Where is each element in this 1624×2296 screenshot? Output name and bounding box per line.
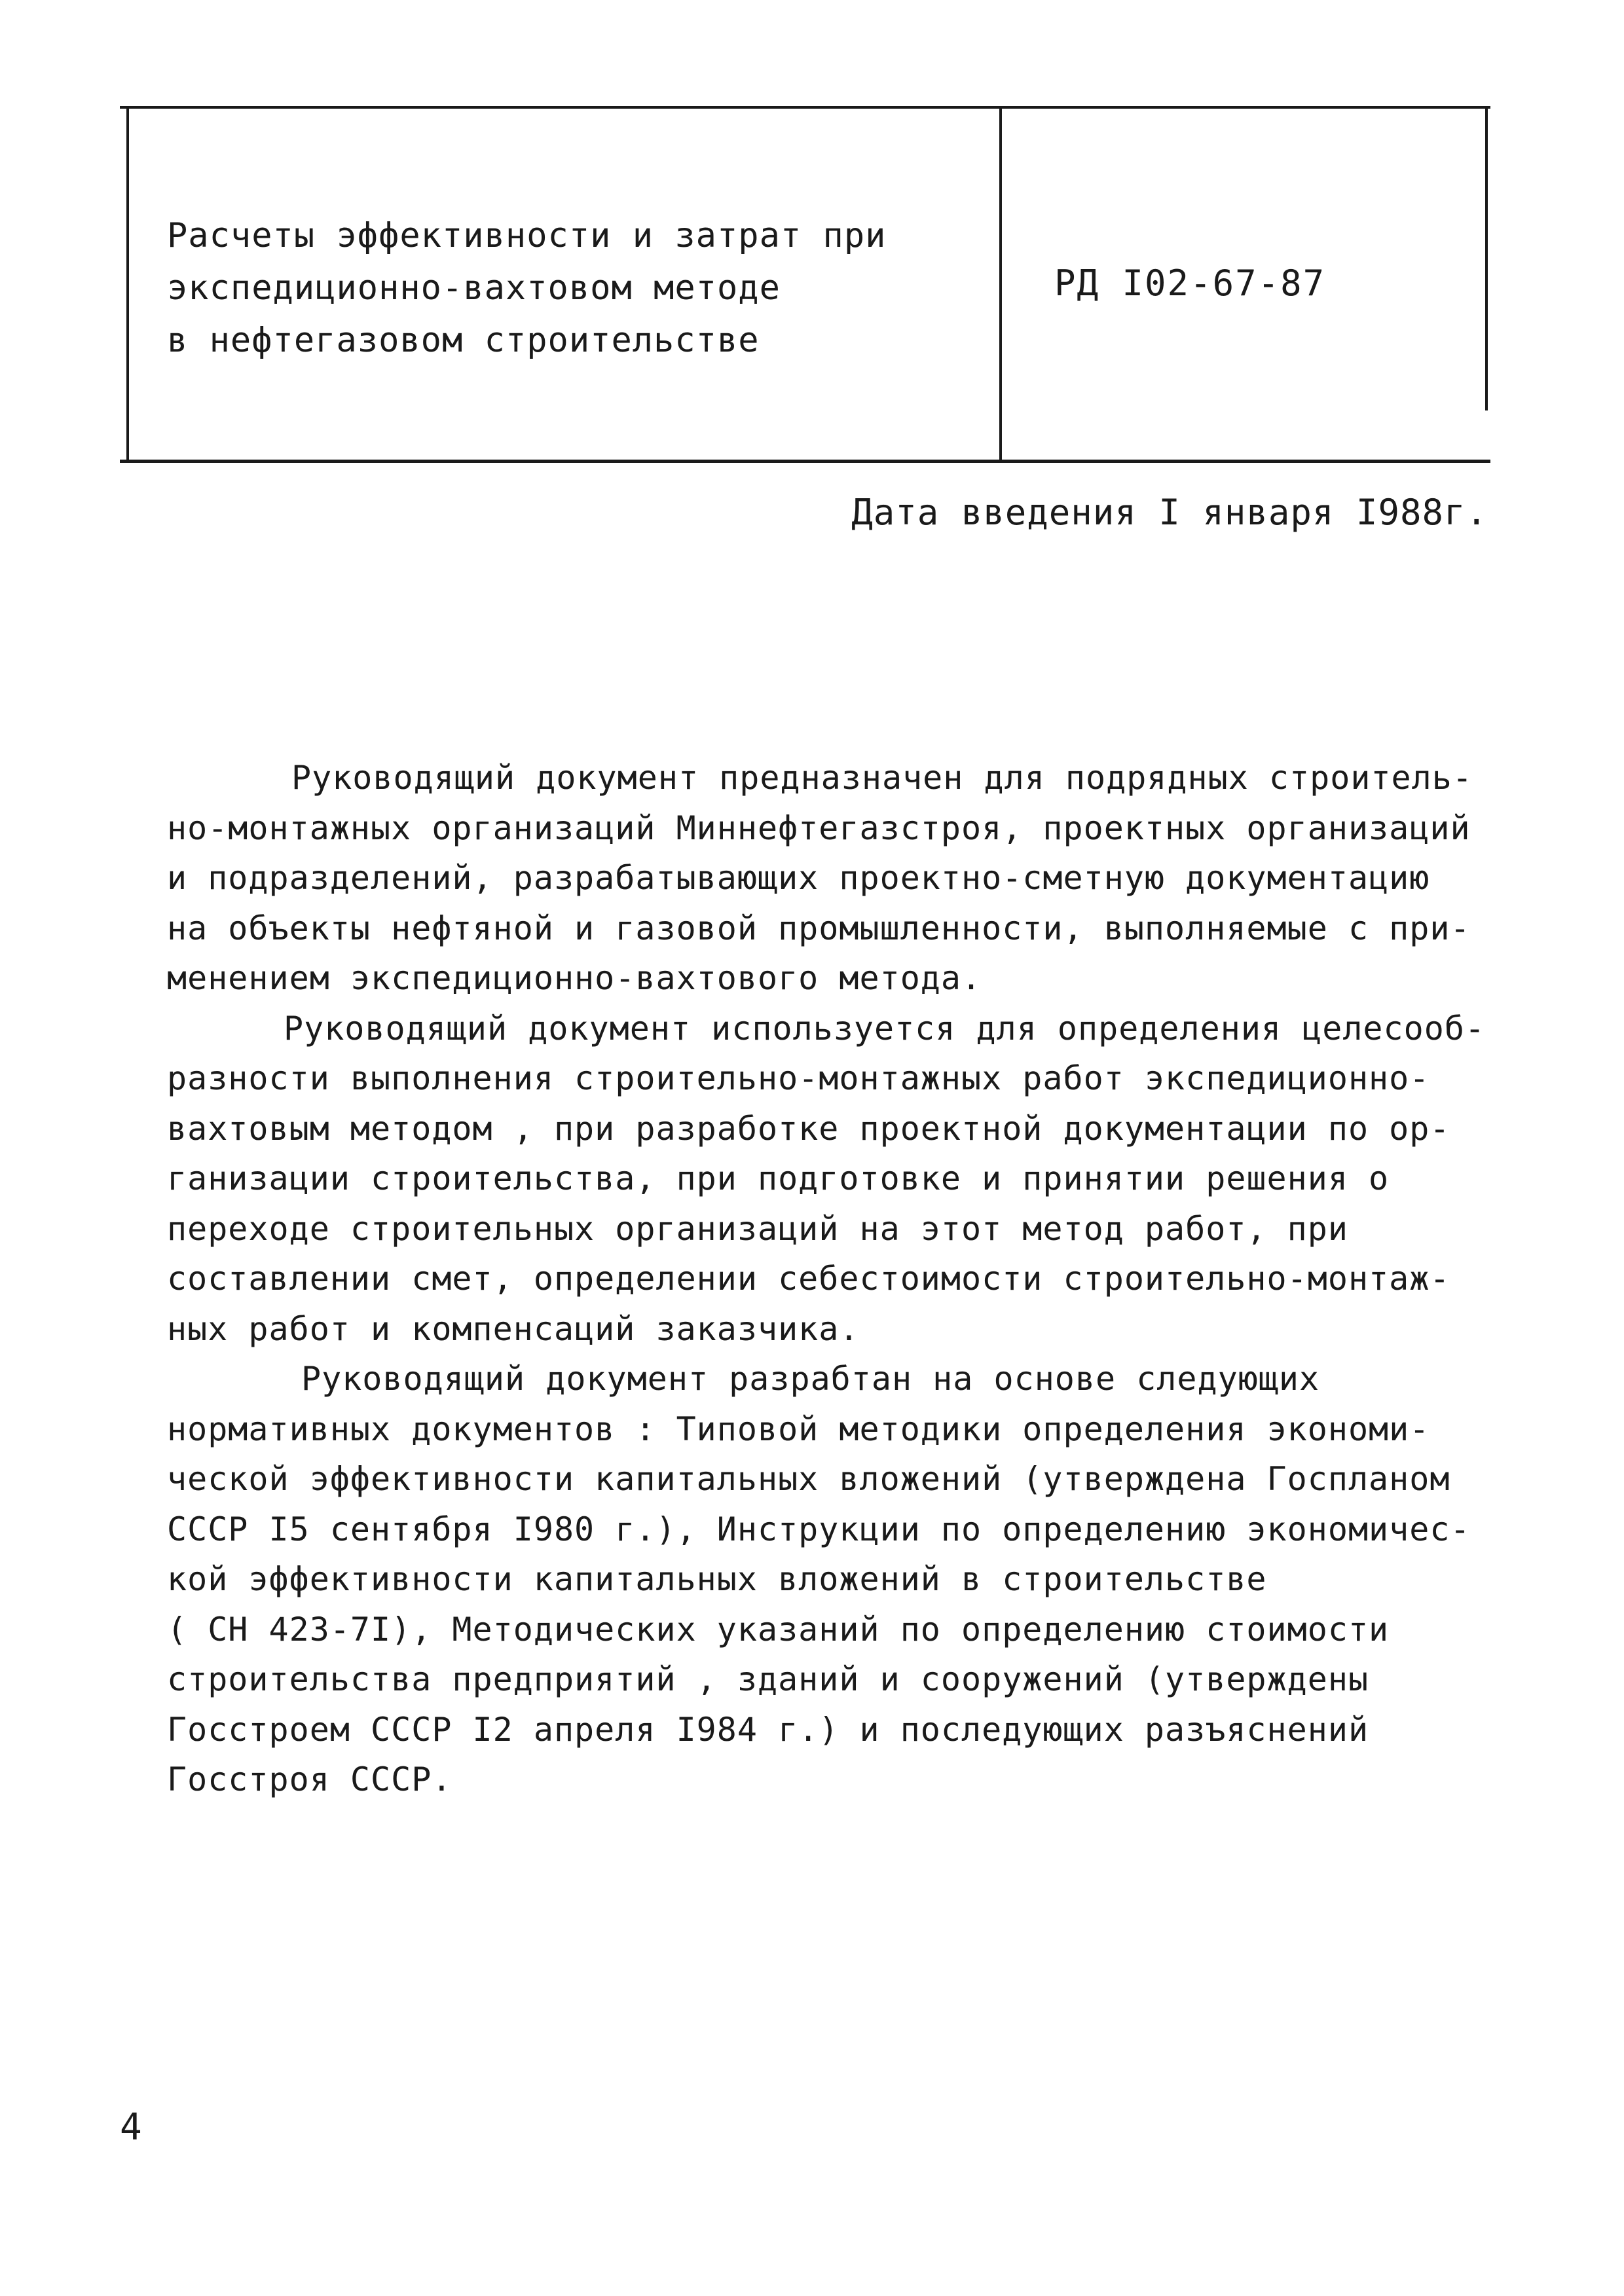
title-line-1: Расчеты эффективности и затрат при [167, 216, 887, 255]
document-code: РД I02-67-87 [1054, 263, 1326, 304]
frame-right-border [1485, 109, 1488, 410]
body-line: нормативных документов : Типовой методики определения экономи- [167, 1410, 1430, 1448]
body-line: на объекты нефтяной и газовой промышленности, выполняемые с при- [167, 909, 1471, 947]
body-line: ческой эффективности капитальных вложений (утверждена Госпланом [167, 1460, 1450, 1498]
body-line: СССР I5 сентября I980 г.), Инструкции по определению экономичес- [167, 1510, 1471, 1548]
title-line-3: в нефтегазовом строительстве [167, 321, 760, 360]
frame-divider [999, 109, 1002, 460]
body-line: переходе строительных организаций на этот метод работ, при [167, 1209, 1348, 1248]
title-line-2: экспедиционно-вахтовом методе [167, 268, 781, 308]
frame-left-border [126, 109, 129, 460]
body-line: Госстроя СССР. [167, 1760, 452, 1798]
body-line: разности выполнения строительно-монтажных работ экспедиционно- [167, 1059, 1430, 1097]
body-line: строительства предприятий , зданий и сооружений (утверждены [167, 1660, 1369, 1698]
body-line: кой эффективности капитальных вложений в строительстве [167, 1560, 1267, 1598]
body-line: Руководящий документ разрабтан на основе следующих [301, 1360, 1320, 1398]
body-line: Госстроем СССР I2 апреля I984 г.) и последующих разъяснений [167, 1710, 1369, 1749]
body-line: составлении смет, определении себестоимости строительно-монтаж- [167, 1260, 1450, 1298]
body-line: ганизации строительства, при подготовке и принятии решения о [167, 1159, 1390, 1197]
body-line: ( СН 423-7I), Методических указаний по определению стоимости [167, 1610, 1390, 1649]
introduction-date: Дата введения I января I988г. [851, 492, 1488, 533]
body-line: Руководящий документ предназначен для подрядных строитель- [291, 759, 1473, 797]
body-line: вахтовым методом , при разработке проектной документации по ор- [167, 1109, 1450, 1148]
document-title [167, 210, 986, 367]
body-line: ных работ и компенсаций заказчика. [167, 1309, 860, 1348]
body-line: но-монтажных организаций Миннефтегазстроя, проектных организаций [167, 809, 1471, 847]
body-line: и подразделений, разрабатывающих проектно-сметную документацию [167, 859, 1430, 897]
body-line: менением экспедиционно-вахтового метода. [167, 959, 982, 997]
page-number: 4 [120, 2106, 142, 2149]
body-line: Руководящий документ используется для определения целесооб- [284, 1009, 1486, 1048]
body-text [167, 753, 1496, 1805]
